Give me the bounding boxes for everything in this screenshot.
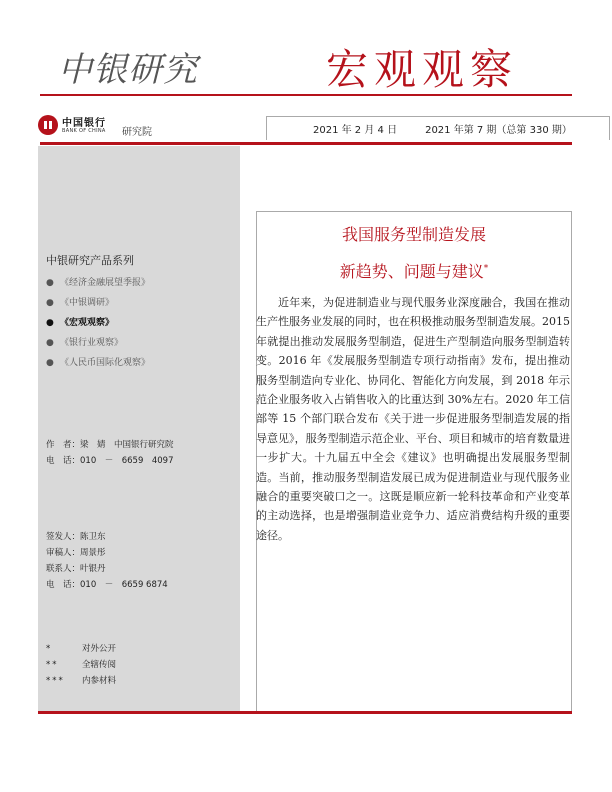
asterisk-icon: *	[46, 644, 53, 654]
asterisk-icon: ***	[46, 676, 65, 686]
bank-name-en: BANK OF CHINA	[62, 128, 106, 134]
distribution-row: ** 全辖传阅	[46, 660, 117, 670]
contact-person-line: 联系人：叶银丹	[46, 564, 106, 574]
bullet-icon: ●	[46, 318, 54, 328]
series-item-active: ● 《宏观观察》	[46, 318, 115, 328]
series-item: ● 《经济金融展望季报》	[46, 278, 151, 288]
bank-name-cn: 中国银行	[62, 118, 106, 129]
issue-date: 2021 年 2 月 4 日	[313, 125, 398, 136]
author-phone: 电 话：010 － 6659 4097	[46, 456, 174, 466]
bullet-icon: ●	[46, 338, 54, 348]
series-item: ● 《中银调研》	[46, 298, 115, 308]
top-divider	[40, 94, 572, 96]
masthead-title: 宏观观察	[326, 45, 519, 94]
issue-number: 2021 年第 7 期（总第 330 期）	[425, 125, 572, 136]
distribution-row: *** 内参材料	[46, 676, 117, 686]
institute-label: 研究院	[122, 127, 152, 138]
issue-info-box	[266, 116, 610, 140]
author-line: 作 者：梁 婧 中国银行研究院	[46, 440, 174, 450]
article-body: 近年来，为促进制造业与现代服务业深度融合，我国在推动生产性服务业发展的同时，也在积极推动服务型制造发展。2015 年就提出推动发展服务型制造，促进生产型制造向服务型制造转变。2016 年《发展服务型制造专项行动指南》发布，提出推动服务型制造向专业化、协同化、智能化方向发展，到 2018 年示范企业服务收入占销售收入的比重达到 30%左右。2020 年工信部等 15 个部门联合发布《关于进一步促进服务型制造发展的指导意见》，服务型制造示范企业、平台、项目和城市的培育数量进一步扩大。十九届五中全会《建议》也明确提出发展服务型制造。当前，推动服务型制造发展已成为促进制造业与现代服务业融合的重要突破口之一。这既是顺应新一轮科技革命和产业变革的主动选择，也是增强制造业竞争力、适应消费结构升级的重要途径。	[256, 296, 570, 542]
series-heading: 中银研究产品系列	[46, 254, 134, 267]
reviewer-line: 审稿人：周景彤	[46, 548, 106, 558]
series-item: ● 《人民币国际化观察》	[46, 358, 151, 368]
bullet-icon: ●	[46, 358, 54, 368]
header-divider	[40, 142, 572, 145]
article-title-line1: 我国服务型制造发展	[341, 225, 486, 244]
series-item: ● 《银行业观察》	[46, 338, 124, 348]
bullet-icon: ●	[46, 298, 54, 308]
contact-phone-line: 电 话：010 － 6659 6874	[46, 580, 168, 590]
bottom-divider	[38, 711, 572, 714]
asterisk-icon: **	[46, 660, 59, 670]
signer-line: 签发人：陈卫东	[46, 532, 106, 542]
footnote-marker: *	[483, 263, 489, 274]
distribution-row: * 对外公开	[46, 644, 117, 654]
sidebar-panel	[38, 146, 240, 712]
article-title-line2: 新趋势、问题与建议*	[339, 262, 489, 281]
bullet-icon: ●	[46, 278, 54, 288]
brand-logo-text: 中银研究	[58, 50, 198, 90]
bank-of-china-icon	[38, 115, 58, 135]
